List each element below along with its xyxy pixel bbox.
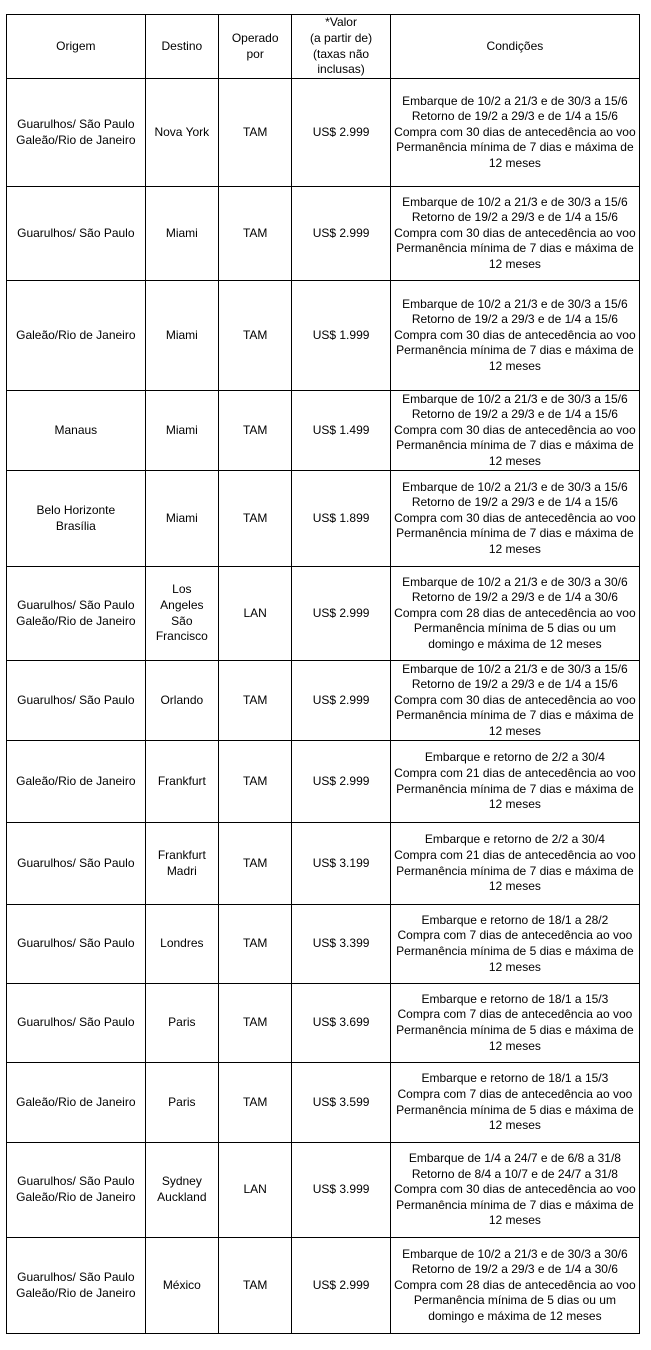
cell-origem-line: Belo Horizonte: [36, 502, 116, 517]
cell-operado: LAN: [219, 567, 292, 661]
table-row: [7, 984, 640, 1063]
cell-condicoes-line: 12 meses: [488, 358, 541, 373]
cell-origem-line: Guarulhos/ São Paulo: [17, 597, 135, 612]
cell-destino-line: Francisco: [155, 629, 208, 644]
cell-destino: [145, 79, 218, 187]
cell-destino: [145, 1063, 218, 1143]
cell-valor: US$ 3.999: [292, 1143, 390, 1238]
cell-destino-line: Miami: [165, 327, 198, 342]
cell-condicoes-line: Embarque de 10/2 a 21/3 e de 30/3 a 15/6: [402, 661, 628, 676]
cell-valor: US$ 2.999: [292, 661, 390, 741]
header-operado: [219, 15, 292, 79]
cell-destino-line: Los: [172, 582, 192, 597]
header-valor-line: inclusas): [317, 62, 365, 77]
cell-operado: TAM: [219, 187, 292, 281]
fares-table: [6, 14, 640, 1334]
cell-condicoes-line: Compra com 30 dias de antecedência ao voo: [394, 225, 636, 240]
cell-origem-line: Galeão/Rio de Janeiro: [16, 327, 136, 342]
cell-origem-line: Guarulhos/ São Paulo: [17, 1269, 135, 1284]
cell-operado: TAM: [219, 79, 292, 187]
cell-destino-line: Miami: [165, 225, 198, 240]
cell-origem: [7, 1063, 146, 1143]
cell-origem-line: Guarulhos/ São Paulo: [17, 936, 135, 951]
cell-destino-line: Paris: [168, 1015, 196, 1030]
cell-destino: [145, 567, 218, 661]
cell-destino-line: Sydney: [161, 1174, 202, 1189]
cell-condicoes: [390, 1063, 639, 1143]
cell-condicoes-line: Permanência mínima de 7 dias e máxima de: [396, 241, 634, 256]
header-valor-line: (taxas não: [313, 46, 370, 61]
cell-condicoes-line: Compra com 28 dias de antecedência ao voo: [394, 605, 636, 620]
cell-destino-line: Frankfurt: [157, 847, 206, 862]
cell-condicoes: [390, 1143, 639, 1238]
cell-destino: [145, 1143, 218, 1238]
cell-condicoes: [390, 661, 639, 741]
table-body: [7, 79, 640, 1334]
header-destino: Destino: [145, 15, 218, 79]
cell-condicoes-line: Permanência mínima de 7 dias e máxima de: [396, 438, 634, 453]
cell-valor: US$ 3.199: [292, 823, 390, 905]
cell-origem-line: Galeão/Rio de Janeiro: [16, 1094, 136, 1109]
cell-destino-line: Londres: [160, 936, 204, 951]
cell-destino: [145, 391, 218, 471]
cell-condicoes-line: Embarque de 10/2 a 21/3 e de 30/3 a 15/6: [402, 93, 628, 108]
cell-condicoes: [390, 281, 639, 391]
header-condicoes: Condições: [390, 15, 639, 79]
cell-operado: TAM: [219, 1063, 292, 1143]
cell-destino: [145, 471, 218, 567]
cell-condicoes: [390, 984, 639, 1063]
cell-condicoes-line: Compra com 7 dias de antecedência ao voo: [397, 1007, 633, 1022]
cell-condicoes-line: Permanência mínima de 5 dias e máxima de: [396, 944, 634, 958]
cell-operado: TAM: [219, 741, 292, 823]
cell-valor: US$ 3.599: [292, 1063, 390, 1143]
cell-origem-line: Manaus: [54, 422, 98, 437]
cell-condicoes-line: Embarque e retorno de 2/2 a 30/4: [424, 750, 605, 765]
cell-destino-line: Angeles: [160, 597, 204, 612]
cell-condicoes-line: Permanência mínima de 7 dias e máxima de: [396, 708, 634, 723]
header-operado-line: por: [246, 46, 264, 61]
cell-condicoes-line: Permanência mínima de 7 dias e máxima de: [396, 863, 634, 878]
cell-destino: [145, 1238, 218, 1334]
cell-condicoes-line: Compra com 28 dias de antecedência ao voo: [394, 1277, 636, 1292]
cell-origem-line: Guarulhos/ São Paulo: [17, 855, 135, 870]
cell-condicoes-line: Embarque de 1/4 a 24/7 e de 6/8 a 31/8: [408, 1151, 621, 1166]
table-row: [7, 905, 640, 984]
cell-destino-line: Orlando: [160, 692, 204, 707]
cell-origem: [7, 823, 146, 905]
cell-origem: [7, 567, 146, 661]
header-valor-line: (a partir de): [310, 30, 373, 45]
cell-origem-line: Guarulhos/ São Paulo: [17, 1015, 135, 1030]
cell-condicoes-line: 12 meses: [488, 959, 541, 974]
cell-destino: [145, 661, 218, 741]
cell-condicoes-line: Embarque de 10/2 a 21/3 e de 30/3 a 15/6: [402, 194, 628, 209]
cell-condicoes-line: 12 meses: [488, 723, 541, 738]
cell-origem: [7, 905, 146, 984]
table-row: [7, 567, 640, 661]
header-valor-line: *Valor: [325, 15, 357, 30]
cell-origem-line: Guarulhos/ São Paulo: [17, 1174, 135, 1189]
cell-condicoes-line: 12 meses: [488, 1038, 541, 1053]
cell-condicoes-line: Embarque de 10/2 a 21/3 e de 30/3 a 15/6: [402, 479, 628, 494]
cell-valor: US$ 2.999: [292, 187, 390, 281]
header-operado-line: Operado: [231, 30, 279, 45]
cell-valor: US$ 2.999: [292, 567, 390, 661]
cell-valor: US$ 2.999: [292, 741, 390, 823]
table-row: [7, 1063, 640, 1143]
cell-origem: [7, 471, 146, 567]
cell-condicoes-line: Permanência mínima de 5 dias ou um: [413, 1293, 616, 1308]
cell-operado: LAN: [219, 1143, 292, 1238]
table-row: [7, 391, 640, 471]
cell-condicoes: [390, 391, 639, 471]
table-row: [7, 471, 640, 567]
table-row: [7, 1238, 640, 1334]
cell-valor: US$ 3.399: [292, 905, 390, 984]
cell-condicoes-line: 12 meses: [488, 797, 541, 812]
cell-condicoes-line: Compra com 21 dias de antecedência ao voo: [394, 765, 636, 780]
cell-condicoes-line: Compra com 30 dias de antecedência ao voo: [394, 510, 636, 525]
cell-condicoes-line: Compra com 7 dias de antecedência ao voo: [397, 928, 633, 943]
header-row: [7, 15, 640, 79]
cell-condicoes-line: Embarque e retorno de 2/2 a 30/4: [424, 832, 605, 847]
cell-origem-line: Guarulhos/ São Paulo: [17, 116, 135, 131]
cell-valor: US$ 3.699: [292, 984, 390, 1063]
cell-destino-line: México: [162, 1277, 201, 1292]
cell-origem-line: Brasília: [55, 518, 96, 533]
cell-condicoes-line: 12 meses: [488, 541, 541, 556]
cell-operado: TAM: [219, 281, 292, 391]
cell-condicoes-line: Retorno de 19/2 a 29/3 e de 1/4 a 15/6: [411, 407, 618, 422]
cell-condicoes-line: domingo e máxima de 12 meses: [428, 636, 602, 651]
cell-condicoes-line: 12 meses: [488, 1118, 541, 1133]
cell-condicoes-line: Embarque de 10/2 a 21/3 e de 30/3 a 15/6: [402, 391, 628, 406]
header-origem: Origem: [7, 15, 146, 79]
cell-condicoes-line: Embarque e retorno de 18/1 a 15/3: [421, 1071, 609, 1086]
cell-destino: [145, 187, 218, 281]
cell-condicoes-line: Permanência mínima de 7 dias e máxima de: [396, 140, 634, 155]
cell-destino-line: Madri: [166, 863, 197, 878]
cell-condicoes: [390, 471, 639, 567]
cell-destino-line: Nova York: [154, 124, 210, 139]
cell-condicoes: [390, 1238, 639, 1334]
cell-condicoes-line: Retorno de 19/2 a 29/3 e de 1/4 a 30/6: [411, 590, 618, 605]
cell-condicoes-line: Retorno de 19/2 a 29/3 e de 1/4 a 15/6: [411, 495, 618, 510]
cell-condicoes-line: Retorno de 8/4 a 10/7 e de 24/7 a 31/8: [411, 1166, 618, 1181]
cell-valor: US$ 2.999: [292, 79, 390, 187]
cell-condicoes-line: Compra com 21 dias de antecedência ao voo: [394, 847, 636, 862]
cell-condicoes-line: Retorno de 19/2 a 29/3 e de 1/4 a 15/6: [411, 210, 618, 225]
cell-destino: [145, 823, 218, 905]
cell-condicoes-line: Embarque de 10/2 a 21/3 e de 30/3 a 15/6: [402, 296, 628, 311]
cell-condicoes-line: Retorno de 19/2 a 29/3 e de 1/4 a 15/6: [411, 109, 618, 124]
cell-condicoes-line: Embarque de 10/2 a 21/3 e de 30/3 a 30/6: [402, 574, 628, 589]
cell-operado: TAM: [219, 1238, 292, 1334]
cell-condicoes-line: Compra com 30 dias de antecedência ao voo: [394, 692, 636, 707]
cell-destino: [145, 984, 218, 1063]
cell-destino: [145, 281, 218, 391]
cell-condicoes-line: 12 meses: [488, 1213, 541, 1228]
cell-condicoes-line: domingo e máxima de 12 meses: [428, 1308, 602, 1323]
cell-condicoes-line: Embarque e retorno de 18/1 a 15/3: [421, 991, 609, 1006]
table-row: [7, 281, 640, 391]
cell-origem-line: Galeão/Rio de Janeiro: [16, 1190, 136, 1204]
cell-valor: US$ 2.999: [292, 1238, 390, 1334]
fares-table-container: [6, 14, 640, 1334]
cell-condicoes-line: Embarque e retorno de 18/1 a 28/2: [421, 912, 609, 927]
cell-destino-line: Paris: [168, 1094, 196, 1109]
cell-operado: TAM: [219, 471, 292, 567]
cell-origem: [7, 741, 146, 823]
cell-condicoes-line: Permanência mínima de 7 dias e máxima de: [396, 1197, 634, 1212]
table-row: [7, 741, 640, 823]
cell-origem-line: Galeão/Rio de Janeiro: [16, 1285, 136, 1300]
cell-condicoes-line: 12 meses: [488, 155, 541, 170]
cell-valor: US$ 1.999: [292, 281, 390, 391]
table-row: [7, 661, 640, 741]
cell-condicoes-line: Embarque de 10/2 a 21/3 e de 30/3 a 30/6: [402, 1246, 628, 1261]
cell-destino: [145, 741, 218, 823]
cell-origem-line: Guarulhos/ São Paulo: [17, 225, 135, 240]
cell-origem-line: Galeão/Rio de Janeiro: [16, 132, 136, 147]
cell-origem: [7, 1238, 146, 1334]
cell-condicoes-line: Compra com 30 dias de antecedência ao voo: [394, 422, 636, 437]
cell-valor: US$ 1.499: [292, 391, 390, 471]
cell-destino-line: Miami: [165, 510, 198, 525]
cell-destino-line: Frankfurt: [157, 773, 206, 788]
cell-condicoes: [390, 187, 639, 281]
cell-condicoes-line: Permanência mínima de 7 dias e máxima de: [396, 526, 634, 541]
cell-origem: [7, 79, 146, 187]
cell-condicoes-line: Permanência mínima de 7 dias e máxima de: [396, 781, 634, 796]
cell-condicoes-line: Permanência mínima de 7 dias e máxima de: [396, 343, 634, 358]
cell-condicoes-line: 12 meses: [488, 256, 541, 271]
cell-origem: [7, 187, 146, 281]
cell-condicoes-line: Retorno de 19/2 a 29/3 e de 1/4 a 15/6: [411, 312, 618, 327]
cell-destino: [145, 905, 218, 984]
cell-condicoes-line: Retorno de 19/2 a 29/3 e de 1/4 a 15/6: [411, 677, 618, 692]
cell-origem-line: Galeão/Rio de Janeiro: [16, 773, 136, 788]
cell-origem: [7, 391, 146, 471]
cell-origem: [7, 1143, 146, 1238]
cell-condicoes: [390, 567, 639, 661]
cell-destino-line: São: [171, 613, 193, 628]
cell-condicoes-line: Permanência mínima de 5 dias e máxima de: [396, 1023, 634, 1037]
cell-operado: TAM: [219, 391, 292, 471]
cell-origem: [7, 281, 146, 391]
cell-condicoes: [390, 79, 639, 187]
cell-condicoes: [390, 823, 639, 905]
cell-condicoes-line: 12 meses: [488, 879, 541, 894]
cell-condicoes-line: Compra com 7 dias de antecedência ao voo: [397, 1086, 633, 1101]
cell-origem-line: Galeão/Rio de Janeiro: [16, 613, 136, 628]
cell-destino-line: Miami: [165, 422, 198, 437]
cell-condicoes-line: Compra com 30 dias de antecedência ao voo: [394, 327, 636, 342]
table-row: [7, 187, 640, 281]
cell-condicoes-line: Compra com 30 dias de antecedência ao voo: [394, 1182, 636, 1197]
cell-operado: TAM: [219, 823, 292, 905]
cell-operado: TAM: [219, 661, 292, 741]
table-row: [7, 823, 640, 905]
cell-destino-line: Auckland: [157, 1190, 207, 1204]
cell-condicoes: [390, 905, 639, 984]
cell-condicoes-line: Permanência mínima de 5 dias ou um: [413, 621, 616, 636]
cell-origem-line: Guarulhos/ São Paulo: [17, 692, 135, 707]
cell-condicoes-line: Compra com 30 dias de antecedência ao voo: [394, 124, 636, 139]
cell-origem: [7, 661, 146, 741]
table-row: [7, 79, 640, 187]
header-valor: [292, 15, 390, 79]
table-row: [7, 1143, 640, 1238]
cell-valor: US$ 1.899: [292, 471, 390, 567]
cell-condicoes-line: Permanência mínima de 5 dias e máxima de: [396, 1102, 634, 1117]
cell-condicoes-line: 12 meses: [488, 453, 541, 468]
cell-condicoes-line: Retorno de 19/2 a 29/3 e de 1/4 a 30/6: [411, 1262, 618, 1277]
cell-origem: [7, 984, 146, 1063]
cell-condicoes: [390, 741, 639, 823]
cell-operado: TAM: [219, 984, 292, 1063]
cell-operado: TAM: [219, 905, 292, 984]
